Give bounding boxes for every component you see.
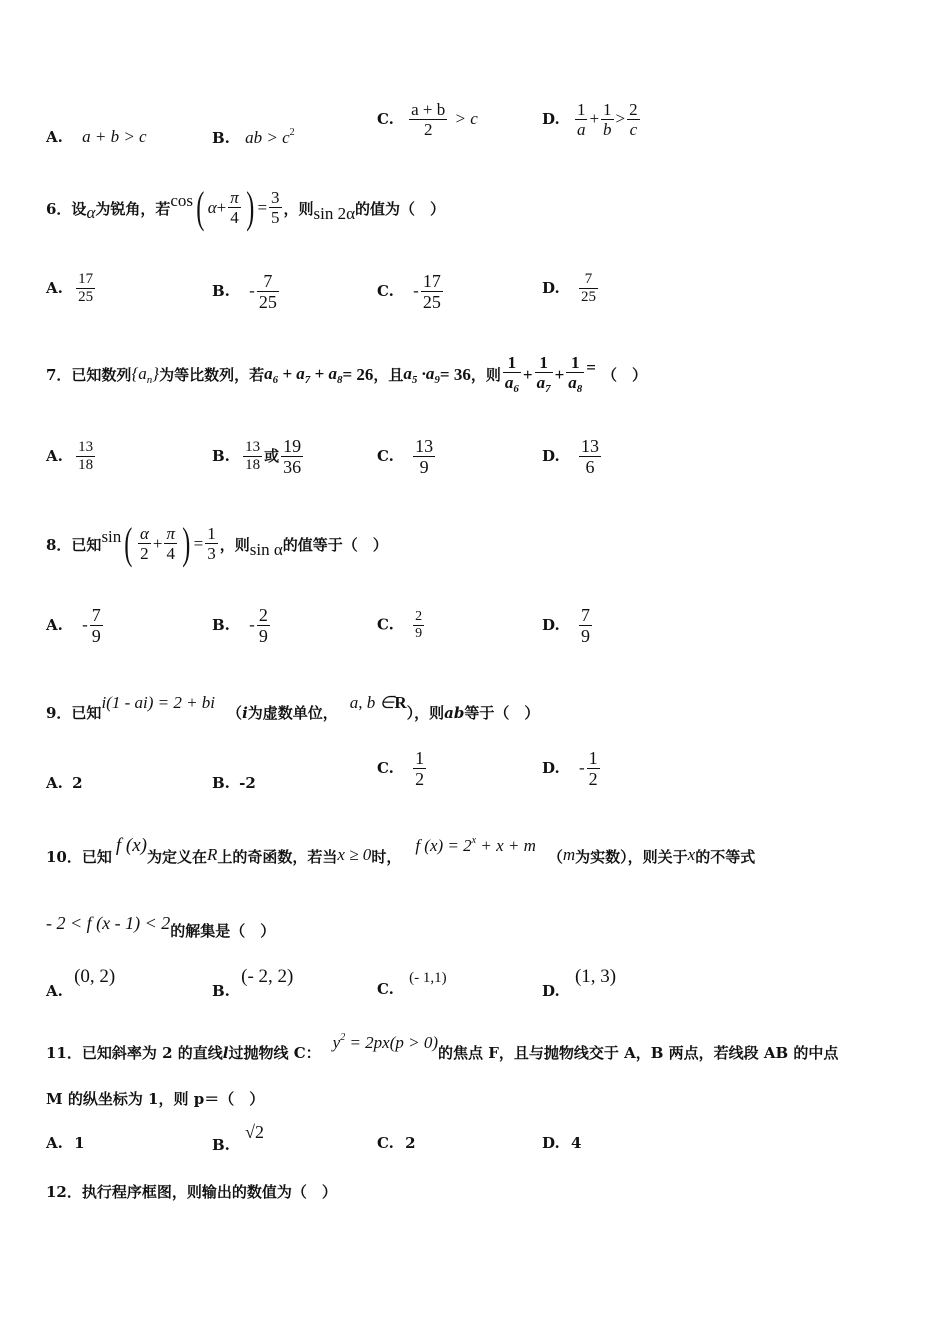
q7-a-frac xyxy=(76,440,95,474)
q5-d-f1d: a xyxy=(576,119,586,139)
den: 25 xyxy=(78,288,94,305)
q7-seq-open: {a xyxy=(131,363,147,383)
q7-option-d[interactable] xyxy=(542,437,603,477)
q8-pi-over-4 xyxy=(164,525,177,563)
q10-t2: 上的奇函数，若当 xyxy=(217,848,338,866)
q5-a-expr: a + b > c xyxy=(82,127,147,146)
q8-b-frac xyxy=(257,606,270,646)
den: 9 xyxy=(91,625,101,646)
option-text: (- 2, 2) xyxy=(241,966,294,987)
q10-cond: x ≥ 0 xyxy=(337,844,372,864)
num: 17 xyxy=(422,271,441,291)
option-label: C. xyxy=(377,1134,394,1152)
q10-prefix: 10．已知 xyxy=(46,848,112,866)
q7-seq-close: } xyxy=(152,363,160,383)
q5-option-c[interactable] xyxy=(377,101,478,139)
q6-cos: cos xyxy=(170,191,194,210)
q6-alpha: α xyxy=(86,203,96,222)
q6-mid: 为锐角，若 xyxy=(95,199,171,218)
den: 36 xyxy=(283,456,302,477)
q9-d-frac xyxy=(587,749,600,789)
option-label: A. xyxy=(46,446,63,465)
q6-suffix: 的值为（ ） xyxy=(355,199,446,218)
q6-sin2a: sin 2α xyxy=(313,204,356,223)
sign: - xyxy=(413,280,419,300)
option-label: D. xyxy=(542,278,560,297)
q9-note-open: （ xyxy=(227,704,243,722)
q5-c-tail: > c xyxy=(454,108,478,128)
q7-prefix: 7．已知数列 xyxy=(46,366,132,385)
den: 25 xyxy=(580,288,596,305)
option-label: B. xyxy=(212,615,230,634)
q7-option-c[interactable] xyxy=(377,437,437,477)
option-label: C. xyxy=(377,980,394,998)
q10-t6: 的不等式 xyxy=(695,848,756,866)
sign: - xyxy=(249,280,255,300)
num: 7 xyxy=(580,605,590,625)
q9-close: ），则 xyxy=(406,704,445,722)
q5-option-a[interactable] xyxy=(46,127,147,147)
sign: - xyxy=(578,757,585,777)
q11-stem-line1 xyxy=(46,1028,838,1063)
q10-m: m xyxy=(562,844,576,864)
q11-eq xyxy=(333,1032,438,1053)
option-label: A. xyxy=(46,278,63,297)
q5-option-d[interactable]: D. $\frac{1}{a}$ + $\frac{1}{b}$ > $\frac{2}{c}$ xyxy=(542,100,638,139)
q5-c-den: 2 xyxy=(409,119,447,139)
q7-sum-val: = 26 xyxy=(342,364,374,384)
q7-prod-val: = 36 xyxy=(439,364,471,384)
q10-option-d[interactable] xyxy=(542,966,616,1000)
q7-tail: （ ） xyxy=(601,366,647,385)
q9-ab: ab xyxy=(444,703,465,722)
q6-pi: π xyxy=(230,188,239,208)
q11-line2: M 的纵坐标为 1，则 p＝（ ） xyxy=(46,1090,265,1108)
option-label: D. xyxy=(542,758,560,777)
q9-note-i: i xyxy=(242,703,248,722)
option-label: A. xyxy=(46,615,63,634)
q9-c-frac xyxy=(413,749,426,789)
option-label: D. xyxy=(542,446,560,465)
option-text: √2 xyxy=(245,1122,265,1142)
q7-mid1: 为等比数列，若 xyxy=(159,366,265,385)
q11-prefix: 11．已知斜率为 2 的直线 xyxy=(46,1044,223,1062)
option-text: 4 xyxy=(570,1134,582,1152)
q7-seq xyxy=(131,364,159,386)
q9-prefix: 9．已知 xyxy=(46,704,102,722)
num: 13 xyxy=(415,436,434,456)
q10-stem-line1 xyxy=(46,832,755,867)
q11-eq-y: y xyxy=(332,1033,341,1052)
q11-eq-rest: = 2px(p > 0) xyxy=(345,1033,438,1052)
sign: - xyxy=(249,614,255,634)
q5-d-f2d: b xyxy=(603,119,612,139)
q7-seq-sub: n xyxy=(146,373,153,386)
q6-stem: 6．设α为锐角，若cos( α+ $\frac{\pi}{4}$ ) = $\frac{3}{5}$ ，则sin 2α的值为（ ） xyxy=(46,183,446,232)
q9-R: R xyxy=(394,692,407,712)
q10-stem-line2 xyxy=(46,906,275,941)
q6-option-b[interactable] xyxy=(212,272,281,312)
option-label: A. xyxy=(46,982,63,1000)
den: 25 xyxy=(258,291,277,312)
q11-t1: 过抛物线 C： xyxy=(228,1044,321,1062)
q6-rhs xyxy=(269,189,282,227)
q5-d-f2n: 1 xyxy=(603,100,612,119)
q8-c-frac xyxy=(413,610,424,641)
option-label: B. xyxy=(212,982,230,1000)
q7-c-frac xyxy=(413,437,435,477)
q6-eq-den: 5 xyxy=(271,208,280,227)
q5-c-num: a + b xyxy=(411,100,446,119)
q8-sina: sin α xyxy=(249,540,283,559)
den: 9 xyxy=(413,456,435,477)
option-text: -2 xyxy=(239,774,256,792)
num: 7 xyxy=(584,271,593,287)
q10-t3: 时， xyxy=(371,848,402,866)
q12-text: 12．执行程序框图，则输出的数值为（ ） xyxy=(46,1183,337,1201)
num: 1 xyxy=(588,748,598,768)
q8-d-frac xyxy=(579,606,592,646)
q10-t4: （ xyxy=(547,848,563,866)
q5-b-expr: ab > c xyxy=(245,128,290,147)
num: 13 xyxy=(580,436,599,456)
q6-four: 4 xyxy=(228,207,241,227)
q6-pi-over-4 xyxy=(228,189,241,227)
q6-then: ，则 xyxy=(283,199,314,218)
q8-option-d[interactable] xyxy=(542,606,594,646)
q7-frac-a8: $\frac{1}{a_8}$ xyxy=(568,353,583,395)
q6-d-frac xyxy=(579,272,598,306)
option-label: C. xyxy=(377,281,394,300)
option-label: B. xyxy=(212,774,230,792)
den: 9 xyxy=(415,625,423,641)
option-label: B. xyxy=(212,446,230,465)
option-text: (1, 3) xyxy=(574,966,617,987)
num: 13 xyxy=(245,439,261,456)
q8-alpha-over-2 xyxy=(138,525,151,563)
option-label: D. xyxy=(542,615,560,634)
q7-option-b[interactable] xyxy=(212,437,305,477)
q8-stem: 8．已知sin( $\frac{\alpha}{2}$ + $\frac{\pi}{4}$ ) = $\frac{1}{3}$ ，则sin α的值等于（ ） xyxy=(46,519,388,568)
q10-option-c[interactable] xyxy=(377,968,447,998)
q8-alpha: α xyxy=(139,524,149,544)
q7-mid2: ，且 xyxy=(373,366,404,385)
num: 7 xyxy=(91,605,101,625)
option-label: A. xyxy=(46,128,63,146)
option-label: D. xyxy=(542,109,560,128)
q9-ab-in: a, b ∈ xyxy=(349,692,395,712)
den: 25 xyxy=(422,291,441,312)
q8-eq-num: 1 xyxy=(207,524,216,544)
q8-option-a[interactable] xyxy=(46,606,105,646)
q11-option-c[interactable] xyxy=(377,1134,416,1152)
q6-option-c[interactable] xyxy=(377,272,445,312)
q7-b-frac2 xyxy=(281,437,303,477)
sign: - xyxy=(82,614,88,634)
den: 9 xyxy=(258,625,268,646)
q11-eq-sup: 2 xyxy=(340,1032,346,1043)
q11-option-b[interactable] xyxy=(212,1122,264,1154)
q9-option-d[interactable] xyxy=(542,749,602,789)
q5-d-f3d: c xyxy=(627,119,640,139)
q10-R: R xyxy=(207,844,218,864)
num: 2 xyxy=(258,605,268,625)
q6-a-frac xyxy=(76,272,95,306)
q10-def-sup: x xyxy=(471,835,477,846)
option-label: A. xyxy=(46,774,63,792)
q11-option-d[interactable] xyxy=(542,1134,581,1152)
q7-mid3: ，则 xyxy=(470,366,501,385)
option-label: C. xyxy=(377,109,394,128)
q11-l: l xyxy=(222,1043,229,1062)
q6-option-d[interactable] xyxy=(542,272,600,306)
q9-note: 为虚数单位， xyxy=(247,704,338,722)
option-text: 1 xyxy=(74,1134,85,1152)
num: 13 xyxy=(78,439,94,455)
q7-d-frac xyxy=(579,437,601,477)
q7-prod: $a_5 \cdot a_9$ xyxy=(403,363,440,386)
q5-c-fraction xyxy=(409,101,447,139)
option-text: 2 xyxy=(72,774,83,792)
den: 9 xyxy=(580,625,590,646)
q8-two: 2 xyxy=(138,543,151,563)
q8-a-frac xyxy=(90,606,103,646)
num: 1 xyxy=(415,748,425,768)
q11-stem-line2 xyxy=(46,1088,264,1109)
option-label: A. xyxy=(46,1134,63,1152)
q9-suffix: 等于（ ） xyxy=(464,704,540,722)
q6-c-frac xyxy=(421,272,443,312)
q6-prefix: 6．设 xyxy=(46,199,87,218)
q8-suffix: 的值等于（ ） xyxy=(282,535,388,554)
q8-sin: sin xyxy=(101,527,122,546)
num: 7 xyxy=(263,271,273,291)
option-label: D. xyxy=(542,1134,560,1152)
den: 18 xyxy=(78,456,94,473)
q7-option-a[interactable] xyxy=(46,440,97,474)
option-label: C. xyxy=(377,758,394,777)
q7-b-or: 或 xyxy=(264,446,280,465)
q8-option-b[interactable] xyxy=(212,606,272,646)
q5-option-b[interactable] xyxy=(212,127,295,148)
q8-eq-den: 3 xyxy=(207,544,216,563)
q10-def xyxy=(415,835,536,856)
q10-def-rhs: + x + m xyxy=(476,836,536,855)
num: 17 xyxy=(78,271,94,287)
q9-expr: i(1 - ai) = 2 + bi xyxy=(101,692,216,712)
q10-option-b[interactable] xyxy=(212,966,293,1000)
q9-option-b[interactable] xyxy=(212,774,256,792)
q10-fx: f (x) xyxy=(115,834,147,856)
q9-option-c[interactable] xyxy=(377,749,428,789)
q10-option-a[interactable] xyxy=(46,966,115,1000)
q5-b-sup: 2 xyxy=(289,127,295,138)
q7-sum: $a_6 + a_7 + a_8$ xyxy=(264,363,343,386)
option-text: 2 xyxy=(405,1134,416,1152)
num: 19 xyxy=(283,436,302,456)
q5-d-f1n: 1 xyxy=(576,100,586,119)
q8-pi: π xyxy=(166,524,175,544)
den: 6 xyxy=(579,456,601,477)
q5-d-frac3 xyxy=(627,101,640,139)
q11-t2: 的焦点 F，且与抛物线交于 A，B 两点，若线段 AB 的中点 xyxy=(438,1044,839,1062)
q10-t1: 为定义在 xyxy=(147,848,208,866)
q7-stem: 7．已知数列$\{a_n\}$为等比数列，若$a_6 + a_7 + a_8= 26$，且$a_5 \cdot a_9= 36$，则 $\frac{1}{a_6}$ + $\frac{1}{a_7}$ + $\frac{1}{a_8}$ = （ ） xyxy=(46,353,647,395)
option-label: B. xyxy=(212,129,230,147)
q8-rhs xyxy=(205,525,218,563)
q7-frac-a7: $\frac{1}{a_7}$ xyxy=(536,353,551,395)
q7-b-frac1 xyxy=(243,440,262,474)
num: 2 xyxy=(415,609,423,624)
q5-d-f3n: 2 xyxy=(629,100,638,119)
q8-then: ，则 xyxy=(219,535,250,554)
q12-stem xyxy=(46,1181,337,1202)
option-label: D. xyxy=(542,982,560,1000)
den: 2 xyxy=(588,768,598,789)
q7-frac-a6: $\frac{1}{a_6}$ xyxy=(504,353,519,395)
q6-eq-num: 3 xyxy=(271,188,280,208)
option-label: C. xyxy=(377,446,394,465)
q10-t5: 为实数），则关于 xyxy=(575,848,688,866)
q9-stem xyxy=(46,688,539,723)
q10-t7: 的解集是（ ） xyxy=(170,922,276,940)
q11-option-a[interactable] xyxy=(46,1134,85,1152)
q10-def-lhs: f (x) = 2 xyxy=(415,836,472,855)
q6-b-frac xyxy=(257,272,279,312)
q10-x: x xyxy=(687,844,696,864)
den: 18 xyxy=(245,456,261,473)
den: 2 xyxy=(415,768,425,789)
option-text: (- 1,1) xyxy=(409,970,447,986)
option-text: (0, 2) xyxy=(74,966,116,987)
q5-d-frac2 xyxy=(601,101,614,139)
option-label: B. xyxy=(212,1136,230,1154)
q10-ineq: - 2 < f (x - 1) < 2 xyxy=(46,913,171,933)
q8-prefix: 8．已知 xyxy=(46,535,102,554)
q8-four: 4 xyxy=(164,543,177,563)
q8-option-c[interactable] xyxy=(377,610,426,641)
q6-option-a[interactable] xyxy=(46,272,97,306)
option-label: C. xyxy=(377,615,394,634)
q6-alpha-2: α xyxy=(207,198,217,217)
q9-option-a[interactable] xyxy=(46,774,83,792)
option-label: B. xyxy=(212,281,230,300)
q5-d-frac1 xyxy=(575,101,588,139)
